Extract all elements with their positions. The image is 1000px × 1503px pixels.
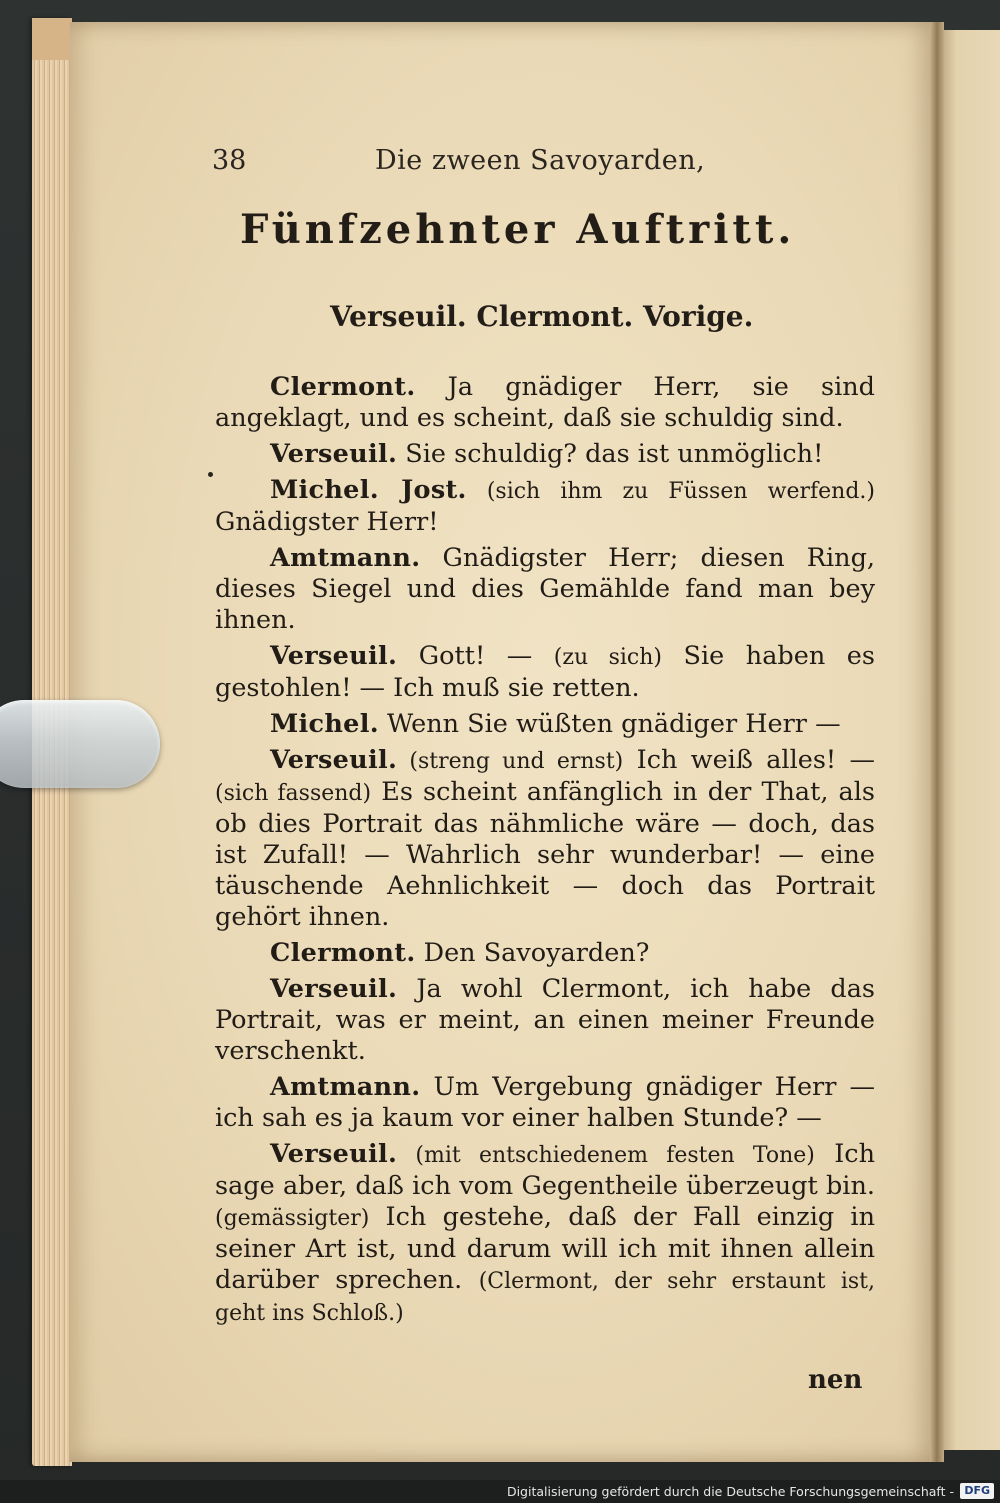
running-title: Die zween Savoyarden, — [375, 145, 706, 176]
dialogue-paragraph — [215, 974, 875, 1067]
speech-text: Gnädigster Herr! — [215, 507, 439, 537]
glass-page-clamp — [0, 700, 160, 788]
dialogue-paragraph — [215, 372, 875, 434]
dialogue-paragraph — [215, 745, 875, 933]
speaker-name: Michel. — [270, 709, 379, 739]
speaker-name: Amtmann. — [270, 1072, 421, 1102]
speech-text: Um Vergebung gnädiger Herr — ich sah es ja kaum vor einer halben Stunde? — — [215, 1072, 875, 1133]
speaker-name: Clermont. — [270, 938, 416, 968]
speaker-name: Amtmann. — [270, 543, 421, 573]
book-gutter — [930, 22, 944, 1462]
stage-direction: (sich fassend) — [215, 781, 372, 806]
running-head — [212, 138, 732, 184]
facing-page — [938, 30, 1000, 1450]
speaker-name: Verseuil. — [270, 641, 398, 671]
stage-direction: (gemässigter) — [215, 1206, 370, 1231]
speaker-name: Clermont. — [270, 372, 416, 402]
stage-direction: (Clermont, der sehr erstaunt ist, geht ins Schloß.) — [215, 1269, 875, 1326]
speech-text: Ich gestehe, daß der Fall einzig in seiner Art ist, und darum will ich mit ihnen allein darüber sprechen. — [215, 1202, 875, 1295]
dfg-logo: DFG — [960, 1483, 994, 1499]
credit-bar — [0, 1480, 1000, 1503]
speaker-name: Verseuil. — [270, 745, 398, 775]
cast-list: Verseuil. Clermont. Vorige. — [330, 300, 754, 333]
speech-text: Sie schuldig? das ist unmöglich! — [397, 439, 824, 469]
speech-text: Ich sage aber, daß ich vom Gegentheile überzeugt bin. — [215, 1139, 876, 1201]
speaker-name: Verseuil. — [270, 1139, 398, 1169]
dialogue-paragraph — [215, 439, 875, 470]
speech-text: Sie haben es gestohlen! — Ich muß sie retten. — [215, 641, 875, 703]
dialogue-paragraph — [215, 709, 875, 740]
stage-direction: (streng und ernst) — [397, 749, 624, 774]
ink-dot — [208, 472, 213, 477]
dialogue-paragraph — [215, 938, 875, 969]
funding-credit: Digitalisierung gefördert durch die Deutsche Forschungsgemeinschaft - — [506, 1484, 954, 1499]
scene-title: Fünfzehnter Auftritt. — [240, 206, 796, 253]
page-number: 38 — [212, 145, 247, 176]
speech-text: Es scheint anfänglich in der That, als ob dies Portrait das nähmliche wäre — doch, das ist Zufall! — Wahrlich sehr wunderbar! — eine täuschende Aehnlichkeit — doch das Portrait gehört ihnen. — [215, 777, 875, 932]
speech-text: Wenn Sie wüßten gnädiger Herr — — [378, 709, 841, 739]
speech-text: Ja wohl Clermont, ich habe das Portrait, was er meint, an einen meiner Freunde verschenkt. — [215, 974, 875, 1066]
dialogue-paragraph — [215, 475, 875, 538]
speech-text: Ich weiß alles! — — [623, 745, 876, 775]
dialogue-paragraph — [215, 641, 875, 704]
page-edge-marker — [32, 18, 72, 60]
stage-direction: (zu sich) — [553, 645, 662, 670]
stage-direction: (mit entschiedenem festen Tone) — [397, 1143, 815, 1168]
speech-text: Gott! — — [397, 641, 554, 671]
speaker-name: Verseuil. — [270, 974, 398, 1004]
dialogue-paragraph — [215, 1072, 875, 1134]
speech-text: Den Savoyarden? — [415, 938, 650, 968]
speech-text: Gnädigster Herr; diesen Ring, dieses Siegel und dies Gemählde fand man bey ihnen. — [215, 543, 875, 635]
stage-direction: (sich ihm zu Füssen werfend.) — [466, 479, 875, 504]
catchword: nen — [808, 1365, 863, 1395]
speech-text: Ja gnädiger Herr, sie sind angeklagt, und es scheint, daß sie schuldig sind. — [215, 372, 875, 433]
speaker-name: Verseuil. — [270, 439, 398, 469]
speaker-name: Michel. Jost. — [270, 475, 467, 505]
dialogue-paragraph — [215, 543, 875, 636]
dialogue-paragraph — [215, 1139, 875, 1329]
dialogue-text — [215, 372, 875, 1334]
